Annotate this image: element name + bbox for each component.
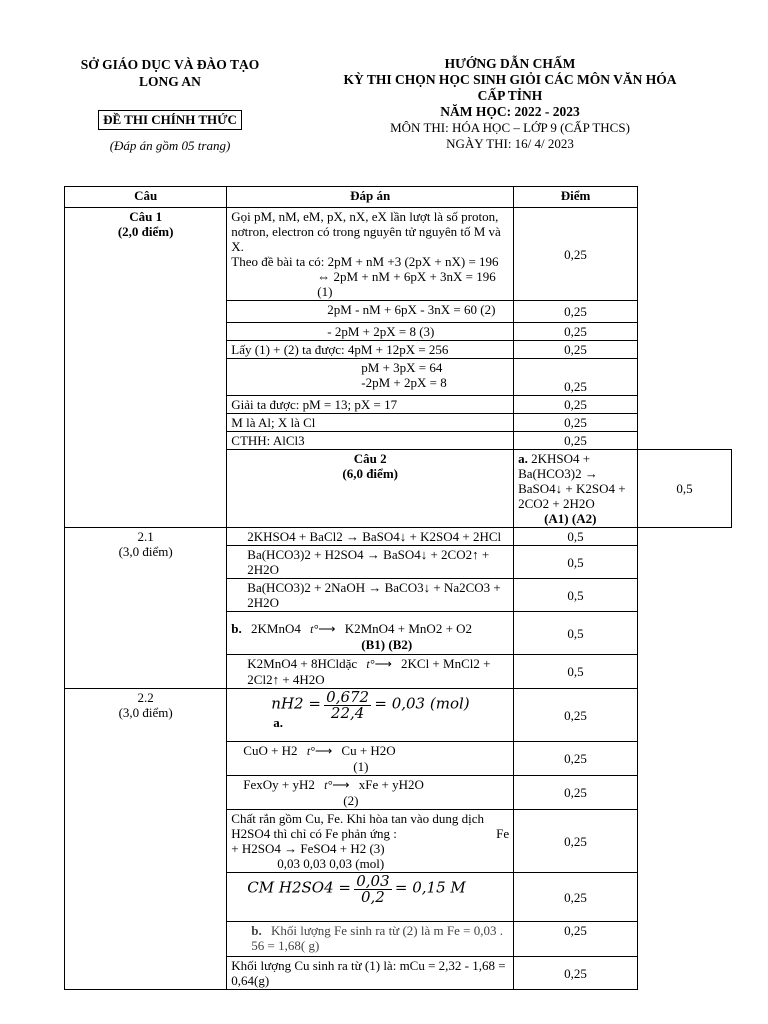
table-row: M là Al; X là Cl 0,25	[65, 414, 732, 432]
exam-date: NGÀY THI: 16/ 4/ 2023	[446, 136, 574, 151]
table-row: 2pM - nM + 6pX - 3nX = 60 (2) 0,25	[65, 301, 732, 323]
fraction: $\frac{0,672}{22,4}$	[326, 688, 370, 722]
col-answer: Đáp án	[227, 187, 514, 208]
exam-title: KỲ THI CHỌN HỌC SINH GIỎI CÁC MÔN VĂN HÓA	[343, 72, 677, 87]
header-right	[310, 56, 710, 152]
table-row: Ba(HCO3)2 + H2SO4 → BaSO4↓ + 2CO2↑ + 2H2O 0,5	[65, 546, 732, 579]
table-row: Lấy (1) + (2) ta được: 4pM + 12pX = 256 0,25	[65, 341, 732, 359]
table-row: Ba(HCO3)2 + 2NaOH → BaCO3↓ + Na2CO3 + 2H2O 0,5	[65, 579, 732, 612]
table-header-row	[65, 187, 732, 208]
table-row: CM H2SO4 = $\frac{0,03}{0,2}$ = 0,15 M 0,25	[65, 873, 732, 922]
pages-note: (Đáp án gồm 05 trang)	[109, 138, 231, 153]
question-2-1-cell: 2.1 (3,0 điểm)	[65, 528, 227, 689]
table-row: 2.1 (3,0 điểm) 2KHSO4 + BaCl2 → BaSO4↓ + K2SO4 + 2HCl 0,5	[65, 528, 732, 546]
dept-line2: LONG AN	[139, 74, 201, 89]
heat-arrow-icon: t°⟶	[306, 744, 333, 758]
official-exam-label: ĐỀ THI CHÍNH THỨC	[98, 110, 242, 130]
answer-table	[64, 186, 732, 990]
question-2-2-cell: 2.2 (3,0 điểm)	[65, 689, 227, 990]
col-points: Điểm	[514, 187, 638, 208]
question-1-cell: Câu 1 (2,0 điểm)	[65, 208, 227, 528]
table-row: K2MnO4 + 8HCldặc t°⟶ 2KCl + MnCl2 + 2Cl2↑ + 4H2O 0,5	[65, 655, 732, 689]
table-row: b. 2KMnO4 t°⟶ K2MnO4 + MnO2 + O2 (B1) (B2) 0,5	[65, 612, 732, 655]
heat-arrow-icon: t°⟶	[310, 622, 336, 636]
answer-cell: Gọi pM, nM, eM, pX, nX, eX lần lượt là số proton, nơtron, electron có trong nguyên tử nguyên tố M và X. Theo đề bài ta có: 2pM + nM +3 (2pX + nX) = 196 ⇔ 2pM + nM + 6pX + 3nX = 196 (1)	[227, 208, 514, 301]
col-question: Câu	[65, 187, 227, 208]
table-row: - 2pM + 2pX = 8 (3) 0,25	[65, 323, 732, 341]
table-row: 2.2 (3,0 điểm) nH2 = $\frac{0,672}{22,4}$ = 0,03 (mol) a. 0,25	[65, 689, 732, 742]
heat-arrow-icon: t°⟶	[366, 657, 392, 671]
fraction: $\frac{0,03}{0,2}$	[356, 872, 390, 906]
table-row: CuO + H2 t°⟶ Cu + H2O (1) 0,25	[65, 742, 732, 776]
table-row	[65, 208, 732, 301]
table-row: Khối lượng Cu sinh ra từ (1) là: mCu = 2,32 - 1,68 = 0,64(g) 0,25	[65, 957, 732, 990]
points-cell: 0,25	[514, 208, 638, 301]
question-2-cell: Câu 2 (6,0 điểm)	[227, 450, 514, 528]
subject: MÔN THI: HÓA HỌC – LỚP 9 (CẤP THCS)	[390, 120, 630, 135]
dept-line1: SỞ GIÁO DỤC VÀ ĐÀO TẠO	[80, 57, 260, 72]
table-row: pM + 3pX = 64 -2pM + 2pX = 8 0,25	[65, 359, 732, 396]
school-year: NĂM HỌC: 2022 - 2023	[440, 104, 580, 119]
table-row: b. Khối lượng Fe sinh ra từ (2) là m Fe = 0,03 . 56 = 1,68( g) 0,25	[65, 922, 732, 957]
heat-arrow-icon: t°⟶	[324, 778, 350, 792]
exam-level: CẤP TỈNH	[477, 88, 543, 103]
doc-title: HƯỚNG DẪN CHẤM	[444, 56, 576, 71]
table-row: Câu 2 (6,0 điểm) a. 2KHSO4 + Ba(HCO3)2 → BaSO4↓ + K2SO4 + 2CO2 + 2H2O (A1) (A2) 0,5	[65, 450, 732, 528]
table-row: CTHH: AlCl3 0,25	[65, 432, 732, 450]
table-row: Chất rắn gồm Cu, Fe. Khi hòa tan vào dung dịch H2SO4 thì chỉ có Fe phản ứng : Fe + H2SO4 → FeSO4 + H2 (3) 0,03 0,03 0,03 (mol) 0,25	[65, 810, 732, 873]
header-left	[60, 56, 280, 154]
table-row: Giải ta được: pM = 13; pX = 17 0,25	[65, 396, 732, 414]
table-row: FexOy + yH2 t°⟶ xFe + yH2O (2) 0,25	[65, 776, 732, 810]
